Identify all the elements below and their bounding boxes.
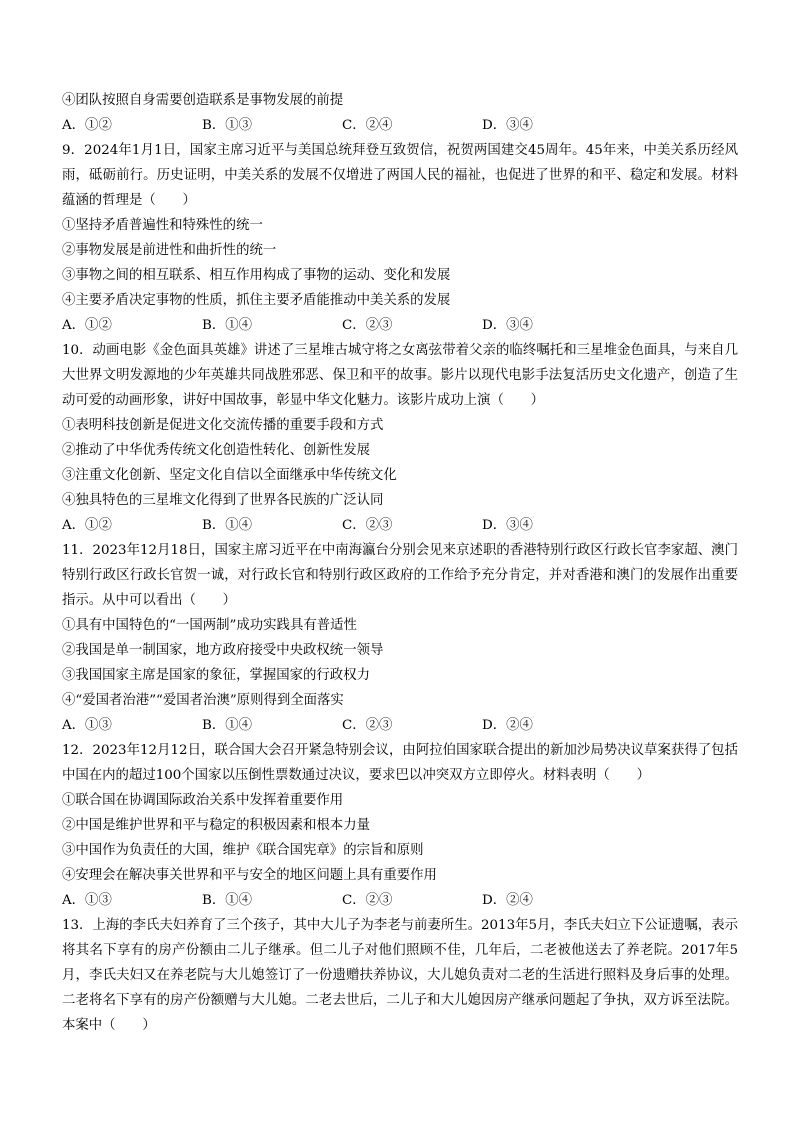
option-line: ③事物之间的相互联系、相互作用构成了事物的运动、变化和发展 bbox=[62, 268, 451, 283]
choice-b: B．①④ bbox=[202, 718, 253, 733]
choice-a: A．①② bbox=[62, 318, 112, 333]
option-line: ④独具特色的三星堆文化得到了世界各民族的广泛认同 bbox=[62, 493, 384, 508]
option-line: ④“爱国者治港”“爱国者治澳”原则得到全面落实 bbox=[62, 693, 344, 708]
question-13 bbox=[62, 913, 738, 1038]
question-8-tail bbox=[62, 88, 738, 138]
choice-c: C．②④ bbox=[342, 118, 393, 133]
option-line: ④安理会在解决事关世界和平与安全的地区问题上具有重要作用 bbox=[62, 868, 437, 883]
choice-c: C．②③ bbox=[342, 518, 393, 533]
option-line: ①联合国在协调国际政治关系中发挥着重要作用 bbox=[62, 793, 344, 808]
answer-choices bbox=[62, 713, 738, 738]
question-stem: 12．2023年12月12日，联合国大会召开紧急特别会议，由阿拉伯国家联合提出的新加沙局势决议草案获得了包括中国在内的超过100个国家以压倒性票数通过决议，要求巴以冲突双方立即停火。材料表明（ ） bbox=[62, 743, 738, 783]
choice-c: C．②③ bbox=[342, 318, 393, 333]
option-line: ③我国国家主席是国家的象征，掌握国家的行政权力 bbox=[62, 668, 370, 683]
question-11 bbox=[62, 538, 738, 738]
choice-a: A．①③ bbox=[62, 718, 112, 733]
choice-d: D．②④ bbox=[482, 893, 533, 908]
answer-choices bbox=[62, 313, 738, 338]
choice-d: D．③④ bbox=[482, 518, 533, 533]
answer-choices bbox=[62, 888, 738, 913]
question-12 bbox=[62, 738, 738, 913]
option-line: ③中国作为负责任的大国，维护《联合国宪章》的宗旨和原则 bbox=[62, 843, 424, 858]
option-line: ②推动了中华优秀传统文化创造性转化、创新性发展 bbox=[62, 443, 370, 458]
option-line: ③注重文化创新、坚定文化自信以全面继承中华传统文化 bbox=[62, 468, 397, 483]
question-9 bbox=[62, 138, 738, 338]
choice-d: D．③④ bbox=[482, 118, 533, 133]
option-line: ④主要矛盾决定事物的性质，抓住主要矛盾能推动中美关系的发展 bbox=[62, 293, 451, 308]
answer-choices bbox=[62, 513, 738, 538]
choice-b: B．①④ bbox=[202, 893, 253, 908]
option-line: ①坚持矛盾普遍性和特殊性的统一 bbox=[62, 218, 263, 233]
question-stem: 9．2024年1月1日，国家主席习近平与美国总统拜登互致贺信，祝贺两国建交45周年。45年来，中美关系历经风雨，砥砺前行。历史证明，中美关系的发展不仅增进了两国人民的福祉，也促进了世界的和平、稳定和发展。材料蕴涵的哲理是（ ） bbox=[62, 143, 738, 208]
question-stem: 13．上海的李氏夫妇养育了三个孩子，其中大儿子为李老与前妻所生。2013年5月，李氏夫妇立下公证遗嘱，表示将其名下享有的房产份额由二儿子继承。但二儿子对他们照顾不佳，几年后，二老被他送去了养老院。2017年5月，李氏夫妇又在养老院与大儿媳签订了一份遗赠扶养协议，大儿媳负责对二老的生活进行照料及身后事的处理。二老将名下享有的房产份额赠与大儿媳。二老去世后，二儿子和大儿媳因房产继承问题起了争执，双方诉至法院。本案中（ ） bbox=[62, 918, 738, 1033]
option-line: ④团队按照自身需要创造联系是事物发展的前提 bbox=[62, 93, 344, 108]
choice-c: C．②③ bbox=[342, 718, 393, 733]
question-10 bbox=[62, 338, 738, 538]
exam-page bbox=[62, 88, 738, 1038]
choice-b: B．①④ bbox=[202, 518, 253, 533]
choice-d: D．②④ bbox=[482, 718, 533, 733]
option-line: ①表明科技创新是促进文化交流传播的重要手段和方式 bbox=[62, 418, 384, 433]
answer-choices bbox=[62, 113, 738, 138]
choice-a: A．①③ bbox=[62, 893, 112, 908]
option-line: ②我国是单一制国家，地方政府接受中央政权统一领导 bbox=[62, 643, 384, 658]
question-stem: 11．2023年12月18日，国家主席习近平在中南海瀛台分别会见来京述职的香港特别行政区行政长官李家超、澳门特别行政区行政长官贺一诚，对行政长官和特别行政区政府的工作给予充分肯定，并对香港和澳门的发展作出重要指示。从中可以看出（ ） bbox=[62, 543, 738, 608]
choice-b: B．①③ bbox=[202, 118, 253, 133]
option-line: ②事物发展是前进性和曲折性的统一 bbox=[62, 243, 277, 258]
option-line: ①具有中国特色的“一国两制”成功实践具有普适性 bbox=[62, 618, 357, 633]
choice-a: A．①② bbox=[62, 118, 112, 133]
option-line: ②中国是维护世界和平与稳定的积极因素和根本力量 bbox=[62, 818, 370, 833]
choice-d: D．③④ bbox=[482, 318, 533, 333]
choice-b: B．①④ bbox=[202, 318, 253, 333]
choice-c: C．②③ bbox=[342, 893, 393, 908]
choice-a: A．①② bbox=[62, 518, 112, 533]
question-stem: 10．动画电影《金色面具英雄》讲述了三星堆古城守将之女离弦带着父亲的临终嘱托和三星堆金色面具，与来自几大世界文明发源地的少年英雄共同战胜邪恶、保卫和平的故事。影片以现代电影手法复活历史文化遗产，创造了生动可爱的动画形象，讲好中国故事，彰显中华文化魅力。该影片成功上演（ ） bbox=[62, 343, 738, 408]
